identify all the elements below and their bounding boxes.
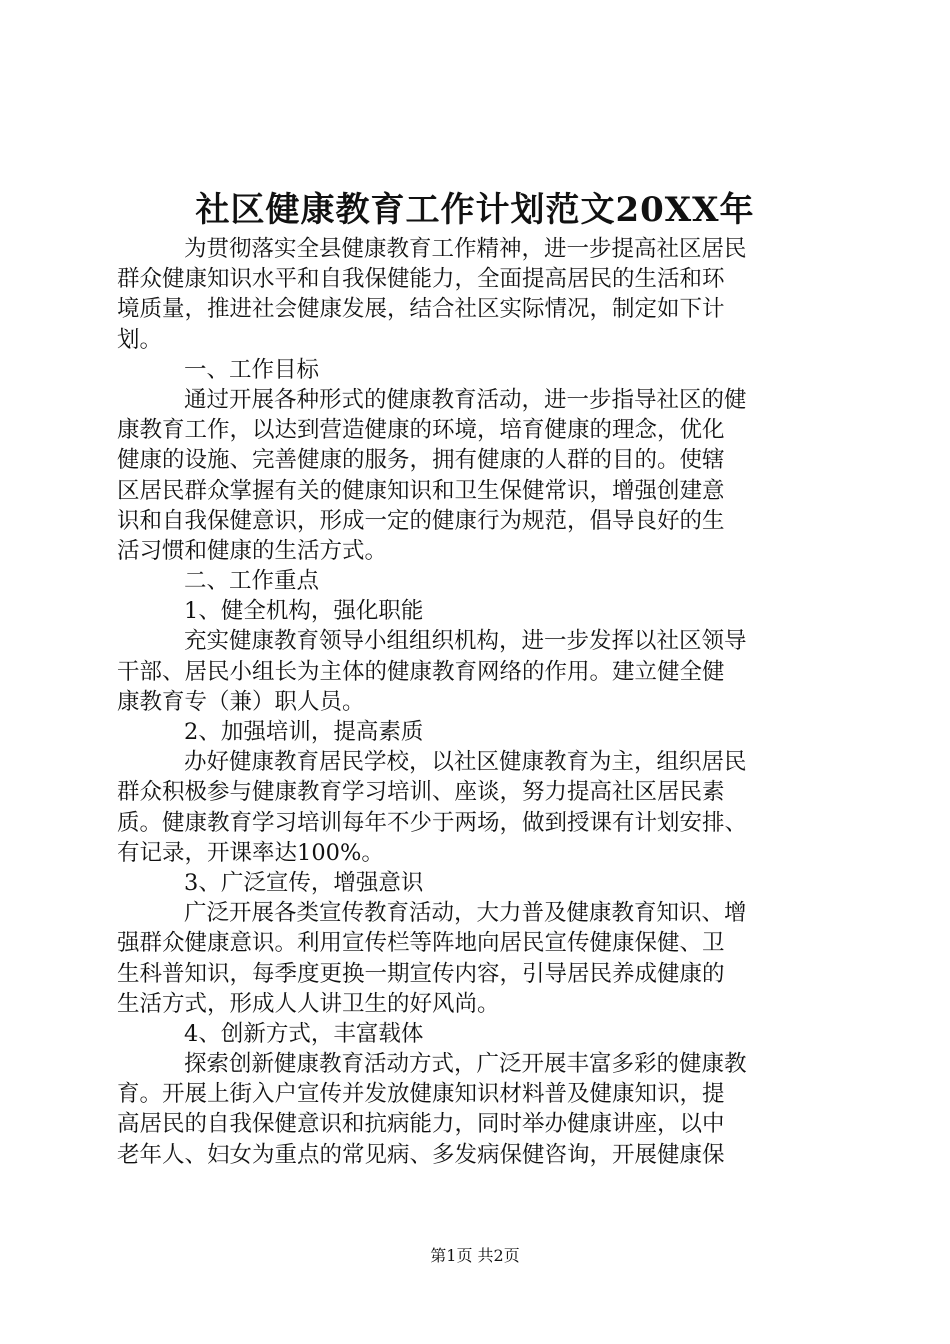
document-title: 社区健康教育工作计划范文20XX年 — [195, 190, 755, 230]
text-line: 办好健康教育居民学校，以社区健康教育为主，组织居民 — [184, 749, 747, 776]
text-line: 高居民的自我保健意识和抗病能力，同时举办健康讲座，以中 — [117, 1111, 725, 1138]
text-line: 生科普知识，每季度更换一期宣传内容，引导居民养成健康的 — [117, 960, 725, 987]
text-line: 境质量，推进社会健康发展，结合社区实际情况，制定如下计 — [117, 296, 725, 323]
text-line: 活习惯和健康的生活方式。 — [117, 537, 388, 564]
page-number-footer: 第1页 共2页 — [430, 1246, 520, 1265]
subsection-heading: 2、加强培训，提高素质 — [184, 719, 424, 745]
text-line: 充实健康教育领导小组组织机构，进一步发挥以社区领导 — [184, 628, 747, 655]
subsection-heading: 4、创新方式，丰富载体 — [184, 1020, 424, 1047]
text-line: 为贯彻落实全县健康教育工作精神，进一步提高社区居民 — [184, 236, 747, 262]
section-heading: 二、工作重点 — [184, 568, 320, 595]
text-line: 干部、居民小组长为主体的健康教育网络的作用。建立健全健 — [117, 658, 725, 685]
text-line: 群众健康知识水平和自我保健能力，全面提高居民的生活和环 — [117, 266, 725, 293]
text-line: 健康的设施、完善健康的服务，拥有健康的人群的目的。使辖 — [117, 447, 725, 474]
text-line: 识和自我保健意识，形成一定的健康行为规范，倡导良好的生 — [117, 507, 725, 534]
text-line: 强群众健康意识。利用宣传栏等阵地向居民宣传健康保健、卫 — [117, 930, 725, 957]
text-line: 区居民群众掌握有关的健康知识和卫生保健常识，增强创建意 — [117, 477, 725, 504]
subsection-heading: 3、广泛宣传，增强意识 — [184, 869, 424, 896]
text-line: 通过开展各种形式的健康教育活动，进一步指导社区的健 — [184, 386, 747, 413]
document-body — [117, 234, 837, 1170]
text-line: 康教育工作，以达到营造健康的环境，培育健康的理念，优化 — [117, 417, 725, 444]
text-line: 群众积极参与健康教育学习培训、座谈，努力提高社区居民素 — [117, 779, 725, 806]
text-line: 有记录，开课率达100%。 — [117, 839, 384, 866]
text-line: 划。 — [117, 326, 163, 353]
text-line: 生活方式，形成人人讲卫生的好风尚。 — [117, 990, 500, 1017]
text-line: 育。开展上街入户宣传并发放健康知识材料普及健康知识，提 — [117, 1081, 725, 1108]
text-line: 质。健康教育学习培训每年不少于两场，做到授课有计划安排、 — [117, 809, 748, 836]
text-line: 探索创新健康教育活动方式，广泛开展丰富多彩的健康教 — [184, 1051, 747, 1078]
subsection-heading: 1、健全机构，强化职能 — [184, 598, 424, 625]
section-heading: 一、工作目标 — [184, 356, 320, 383]
text-line: 广泛开展各类宣传教育活动，大力普及健康教育知识、增 — [184, 900, 747, 927]
text-line: 康教育专（兼）职人员。 — [117, 688, 365, 715]
text-line: 老年人、妇女为重点的常见病、多发病保健咨询，开展健康保 — [117, 1141, 725, 1168]
